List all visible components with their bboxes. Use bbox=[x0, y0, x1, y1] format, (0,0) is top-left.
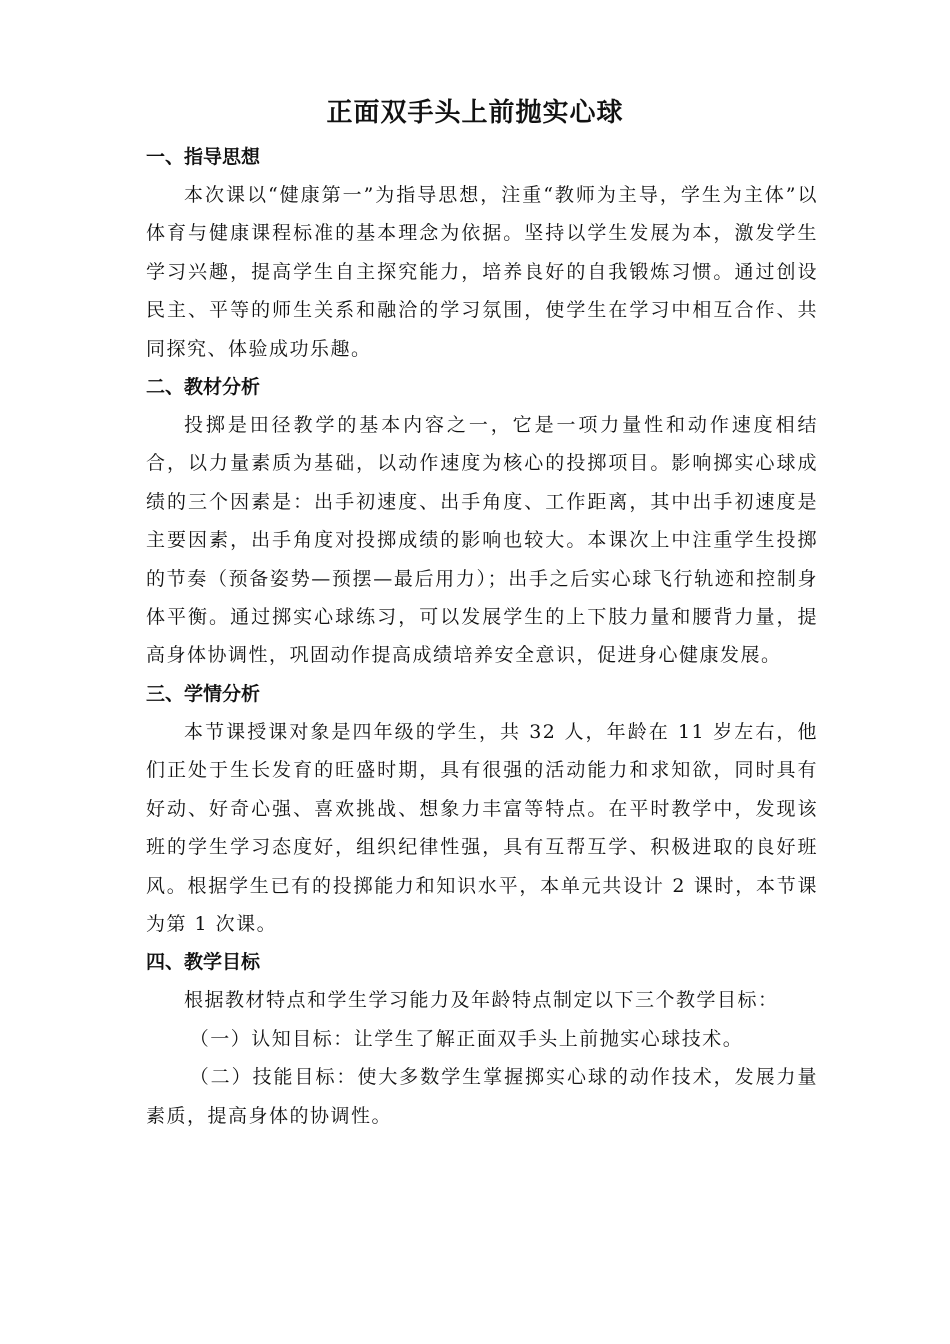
section-material-analysis bbox=[146, 368, 818, 675]
section-teaching-goals bbox=[146, 943, 818, 1135]
document-body bbox=[146, 138, 818, 1135]
paragraph: 根据教材特点和学生学习能力及年龄特点制定以下三个教学目标： bbox=[184, 989, 779, 1012]
document-title: 正面双手头上前抛实心球 bbox=[326, 98, 624, 128]
paragraph: 本节课授课对象是四年级的学生，共 32 人，年龄在 11 岁左右，他们正处于生长发育的旺盛时期，具有很强的活动能力和求知欲，同时具有好动、好奇心强、喜欢挑战、想象力丰富等特点。在平时教学中，发现该班的学生学习态度好，组织纪律性强，具有互帮互学、积极进取的良好班风。根据学生已有的投掷能力和知识水平，本单元共设计 2 课时，本节课为第 1 次课。 bbox=[146, 720, 818, 935]
section-student-analysis bbox=[146, 675, 818, 943]
paragraph: 本次课以“健康第一”为指导思想，注重“教师为主导，学生为主体”以体育与健康课程标准的基本理念为依据。坚持以学生发展为本，激发学生学习兴趣，提高学生自主探究能力，培养良好的自我锻炼习惯。通过创设民主、平等的师生关系和融洽的学习氛围，使学生在学习中相互合作、共同探究、体验成功乐趣。 bbox=[146, 184, 818, 360]
section-guiding-ideology bbox=[146, 138, 818, 368]
section-heading: 三、学情分析 bbox=[146, 682, 261, 705]
goal-skill: （二）技能目标：使大多数学生掌握掷实心球的动作技术，发展力量素质，提高身体的协调性。 bbox=[146, 1066, 818, 1127]
paragraph: 投掷是田径教学的基本内容之一，它是一项力量性和动作速度相结合，以力量素质为基础，以动作速度为核心的投掷项目。影响掷实心球成绩的三个因素是：出手初速度、出手角度、工作距离，其中出手初速度是主要因素，出手角度对投掷成绩的影响也较大。本课次上中注重学生投掷的节奏（预备姿势—预摆—最后用力）；出手之后实心球飞行轨迹和控制身体平衡。通过掷实心球练习，可以发展学生的上下肢力量和腰背力量，提高身体协调性，巩固动作提高成绩培养安全意识，促进身心健康发展。 bbox=[146, 414, 818, 667]
section-heading: 二、教材分析 bbox=[146, 376, 261, 399]
goal-cognitive: （一）认知目标：让学生了解正面双手头上前抛实心球技术。 bbox=[189, 1027, 744, 1050]
section-heading: 一、指导思想 bbox=[146, 146, 261, 168]
section-heading: 四、教学目标 bbox=[146, 951, 261, 974]
